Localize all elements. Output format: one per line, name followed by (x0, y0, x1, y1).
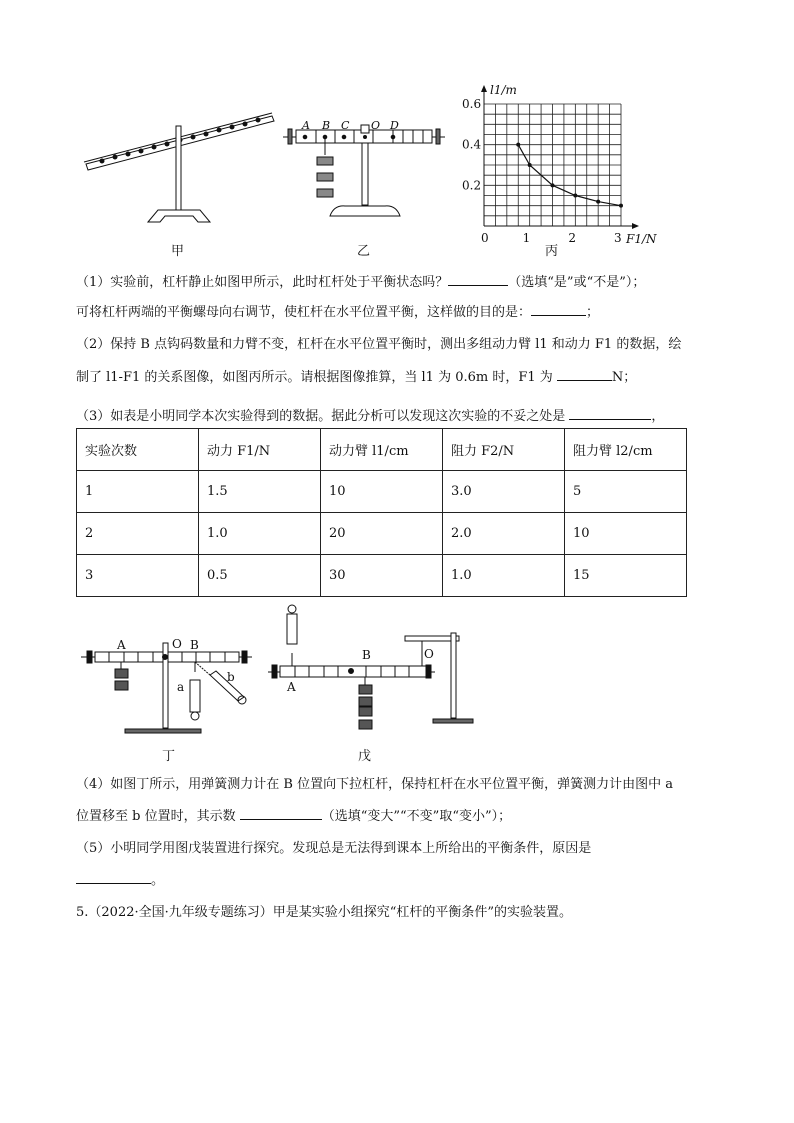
q5-tail: 。 (151, 873, 165, 888)
table-cell: 1 (77, 471, 199, 513)
label-D: D (390, 119, 399, 132)
table-header: 实验次数 (77, 429, 199, 471)
ding-label-b: b (227, 670, 235, 684)
figure-ding (81, 643, 252, 733)
caption-bing: 丙 (545, 244, 559, 259)
table-row (77, 555, 687, 597)
question-5-answer (76, 869, 164, 888)
question-2a: （2）保持 B 点钩码数量和力臂不变，杠杆在水平位置平衡时，测出多组动力臂 l1 和动力 F1 的数据，绘 (76, 337, 682, 352)
q4b-tail: （选填“变大”“不变”取“变小”）； (321, 809, 512, 824)
table-cell: 0.5 (199, 555, 321, 597)
table-header: 动力 F1/N (199, 429, 321, 471)
q1a-tail: （选填“是”或“不是”）； (508, 275, 646, 290)
wu-label-A: A (287, 680, 296, 694)
table-row (77, 513, 687, 555)
table-cell: 15 (565, 555, 687, 597)
answer-blank[interactable] (448, 273, 508, 286)
table-cell: 1.0 (199, 513, 321, 555)
data-table (76, 428, 687, 597)
table-header-row (77, 429, 687, 471)
question-5: （5）小明同学用图戊装置进行探究。发现总是无法得到课本上所给出的平衡条件，原因是 (76, 841, 592, 856)
y-tick-label: 0.2 (462, 178, 482, 193)
q1b-tail: ； (586, 305, 600, 320)
table-cell: 10 (321, 471, 443, 513)
q3-text: （3）如表是小明同学本次实验得到的数据。据此分析可以发现这次实验的不妥之处是 (76, 409, 566, 424)
table-cell: 3 (77, 555, 199, 597)
x-tick-label: 1 (522, 231, 531, 245)
question-next: 5.（2022·全国·九年级专题练习）甲是某实验小组探究“杠杆的平衡条件”的实验装置。 (76, 905, 573, 920)
figure-jia (84, 113, 274, 222)
x-axis-label: F1/N (626, 232, 657, 246)
data-point (619, 204, 623, 208)
question-4b (76, 805, 511, 824)
q2b-tail: N； (611, 370, 637, 385)
table-row (77, 471, 687, 513)
table-cell: 1.0 (443, 555, 565, 597)
label-C: C (341, 119, 350, 132)
question-1a (76, 271, 645, 290)
x-tick-label: 3 (614, 231, 622, 245)
x-tick-label: 2 (568, 231, 576, 245)
caption-jia: 甲 (171, 244, 185, 259)
caption-yi: 乙 (357, 244, 371, 259)
ding-label-a: a (177, 680, 185, 694)
table-cell: 20 (321, 513, 443, 555)
y-axis-label: l1/m (490, 83, 517, 97)
table-header: 阻力 F2/N (443, 429, 565, 471)
wu-label-B: B (362, 648, 371, 662)
caption-ding: 丁 (162, 749, 176, 764)
table-cell: 2.0 (443, 513, 565, 555)
q1a-text: （1）实验前，杠杆静止如图甲所示，此时杠杆处于平衡状态吗？ (76, 275, 449, 290)
answer-blank[interactable] (557, 368, 612, 381)
data-point (528, 163, 532, 167)
ding-label-A: A (117, 638, 126, 652)
label-B: B (322, 119, 331, 132)
question-2b (76, 366, 636, 385)
table-cell: 1.5 (199, 471, 321, 513)
q2b-text: 制了 l1-F1 的关系图像，如图丙所示。请根据图像推算，当 l1 为 0.6m 时，F1 为 (76, 370, 553, 385)
ding-label-B: B (190, 638, 199, 652)
table-cell: 30 (321, 555, 443, 597)
table-cell: 5 (565, 471, 687, 513)
answer-blank[interactable] (76, 871, 151, 884)
answer-blank[interactable] (240, 807, 322, 820)
caption-wu: 戊 (358, 749, 372, 764)
table-cell: 10 (565, 513, 687, 555)
data-point (551, 183, 555, 187)
wu-label-O: O (424, 647, 434, 661)
table-cell: 3.0 (443, 471, 565, 513)
figure-yi (283, 125, 445, 216)
x-axis-arrow (632, 223, 639, 229)
table-header: 动力臂 l1/cm (321, 429, 443, 471)
y-tick-label: 0.4 (462, 137, 482, 152)
label-A: A (302, 119, 310, 132)
ding-label-O: O (172, 637, 182, 651)
question-3 (76, 405, 664, 424)
data-point (596, 200, 600, 204)
q4b-text: 位置移至 b 位置时，其示数 (76, 809, 236, 824)
y-axis-arrow (481, 85, 487, 92)
data-point (516, 143, 520, 147)
table-cell: 2 (77, 513, 199, 555)
q1b-text: 可将杠杆两端的平衡螺母向右调节，使杠杆在水平位置平衡，这样做的目的是： (76, 305, 532, 320)
q3-tail: ， (651, 409, 665, 424)
y-tick-label: 0.6 (462, 97, 482, 111)
figure-bing-chart (462, 83, 657, 246)
answer-blank[interactable] (531, 303, 586, 316)
question-1b (76, 301, 599, 320)
question-4a: （4）如图丁所示，用弹簧测力计在 B 位置向下拉杠杆，保持杠杆在水平位置平衡，弹簧测力计由图中 a (76, 777, 673, 792)
label-O: O (371, 119, 381, 132)
data-point (573, 194, 577, 198)
figure-wu (268, 605, 473, 729)
x-tick-label: 0 (481, 231, 489, 245)
table-header: 阻力臂 l2/cm (565, 429, 687, 471)
answer-blank[interactable] (569, 407, 651, 420)
